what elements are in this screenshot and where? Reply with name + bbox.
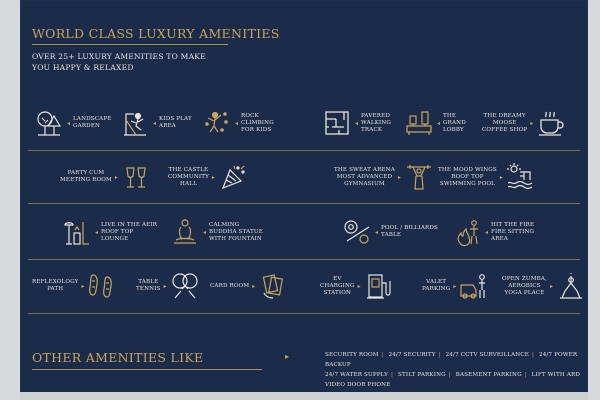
amenity-label: LANDSCAPE GARDEN — [73, 116, 112, 129]
yoga-icon — [556, 271, 586, 301]
amenity-yoga-place: OPEN ZUMBA, AEROBICS YOGA PLACE ▸ — [502, 271, 586, 301]
amenity-label: REFLEXOLOGY PATH — [32, 279, 79, 292]
amenity-label: THE MOOD WINGS ROOF TOP SWIMMING POOL — [438, 166, 497, 187]
amenity-label: THE GRAND LOBBY — [443, 112, 466, 133]
buddha-icon — [170, 217, 200, 247]
title-underline — [32, 44, 228, 45]
amenity-rock-climbing: ◂ ROCK CLIMBING FOR KIDS — [202, 108, 274, 138]
amenity-label: OPEN ZUMBA, AEROBICS YOGA PLACE — [502, 275, 548, 296]
amenity-community-hall: THE CASTLE COMMUNITY HALL ▸ — [168, 162, 248, 192]
arrow-right-icon: ▸ — [285, 352, 290, 361]
amenity-roof-lounge: ◂ LIVE IN THE AEIR ROOF TOP LOUNGE — [62, 217, 157, 247]
amenity-label: TABLE TENNIS — [136, 279, 161, 292]
row-divider — [28, 313, 580, 314]
amenity-label: PAVERED WALKING TRACK — [361, 112, 392, 133]
other-amenity: LIFT WITH ARD — [531, 372, 581, 378]
lobby-icon — [404, 108, 434, 138]
table-tennis-icon — [170, 271, 200, 301]
amenity-label: THE DREAMY MOOSE COFFEE SHOP — [482, 112, 528, 133]
ev-charging-icon — [364, 271, 394, 301]
amenity-gymnasium: THE SWEAT ARENA MOST ADVANCED GYMNASIUM ▸ — [334, 162, 434, 192]
amenity-label: THE CASTLE COMMUNITY HALL — [168, 166, 209, 187]
amenity-billiards: ◂ POOL / BILLIARDS TABLE — [342, 217, 438, 247]
other-amenity: STILT PARKING — [398, 372, 446, 378]
other-amenities-underline — [32, 369, 262, 370]
amenity-coffee-shop: THE DREAMY MOOSE COFFEE SHOP ▸ — [482, 108, 566, 138]
amenity-table-tennis: TABLE TENNIS ▸ — [136, 271, 200, 301]
amenity-label: KIDS PLAY AREA — [159, 116, 192, 129]
other-amenities-list: SECURITY ROOM | 24/7 SECURITY | 24/7 CCTV SURVEILLANCE | 24/7 POWER BACKUP 24/7 WATER SUPPLY | STILT PARKING | BASEMENT PARKING | LIFT WITH ARD VIDEO DOOR PHONE — [325, 352, 581, 388]
amenity-label: VALET PARKING — [422, 279, 451, 292]
amenity-card-room: CARD ROOM ▸ — [210, 271, 288, 301]
reflexology-icon — [87, 271, 117, 301]
kids-play-icon — [120, 108, 150, 138]
coffee-icon — [536, 108, 566, 138]
rock-climbing-icon — [202, 108, 232, 138]
amenity-landscape-garden: ◂ LANDSCAPE GARDEN — [34, 108, 112, 138]
page-subtitle: OVER 25+ LUXURY AMENITIES TO MAKE YOU HAPPY & RELAXED — [32, 52, 206, 72]
amenity-label: CARD ROOM — [210, 282, 250, 289]
amenity-grand-lobby: ◂ THE GRAND LOBBY — [404, 108, 466, 138]
fire-sitting-icon — [452, 217, 482, 247]
walking-track-icon — [322, 108, 352, 138]
amenity-label: POOL / BILLIARDS TABLE — [381, 225, 439, 238]
other-amenity: SECURITY ROOM — [325, 352, 379, 358]
gym-icon — [404, 162, 434, 192]
lounge-icon — [62, 217, 92, 247]
amenity-label: LIVE IN THE AEIR ROOF TOP LOUNGE — [101, 221, 158, 242]
other-amenity: BASEMENT PARKING — [455, 372, 522, 378]
billiards-icon — [342, 217, 372, 247]
page-edge — [20, 392, 588, 400]
amenity-party-room: PARTY CUM MEETING ROOM ▸ — [60, 162, 151, 192]
amenity-fire-sitting: ◂ HIT THE FIRE FIRE SITTING AREA — [452, 217, 534, 247]
amenity-swimming-pool: THE MOOD WINGS ROOF TOP SWIMMING POOL ▸ — [438, 162, 536, 192]
other-amenities-title: OTHER AMENITIES LIKE — [32, 350, 204, 365]
amenity-label: EV CHARGING STATION — [320, 275, 355, 296]
amenity-walking-track: ◂ PAVERED WALKING TRACK — [322, 108, 391, 138]
amenity-ev-charging: EV CHARGING STATION ▸ — [320, 271, 394, 301]
cards-icon — [258, 271, 288, 301]
tree-icon — [34, 108, 64, 138]
party-popper-icon — [218, 162, 248, 192]
other-amenity: 24/7 SECURITY — [388, 352, 436, 358]
row-divider — [28, 203, 580, 204]
amenity-kids-play-area: ◂ KIDS PLAY AREA — [120, 108, 192, 138]
amenity-label: ROCK CLIMBING FOR KIDS — [241, 112, 274, 133]
amenity-label: CALMING BUDDHA STATUE WITH FOUNTAIN — [209, 221, 263, 242]
valet-icon — [459, 271, 489, 301]
other-amenity: 24/7 CCTV SURVEILLANCE — [445, 352, 529, 358]
party-glasses-icon — [121, 162, 151, 192]
other-amenity: 24/7 POWER BACKUP — [325, 352, 578, 368]
other-amenity: 24/7 WATER SUPPLY — [325, 372, 389, 378]
amenity-reflexology-path: REFLEXOLOGY PATH ▸ — [32, 271, 117, 301]
row-divider — [28, 259, 580, 260]
pool-icon — [506, 162, 536, 192]
amenity-label: PARTY CUM MEETING ROOM — [60, 170, 112, 183]
other-amenity: VIDEO DOOR PHONE — [325, 382, 391, 388]
amenity-label: THE SWEAT ARENA MOST ADVANCED GYMNASIUM — [334, 166, 395, 187]
amenity-buddha-statue: ◂ CALMING BUDDHA STATUE WITH FOUNTAIN — [170, 217, 263, 247]
amenity-valet-parking: VALET PARKING ▸ — [422, 271, 489, 301]
row-divider — [28, 150, 580, 151]
page-title: WORLD CLASS LUXURY AMENITIES — [32, 26, 280, 41]
amenity-label: HIT THE FIRE FIRE SITTING AREA — [491, 221, 535, 242]
brochure-panel — [20, 0, 588, 400]
